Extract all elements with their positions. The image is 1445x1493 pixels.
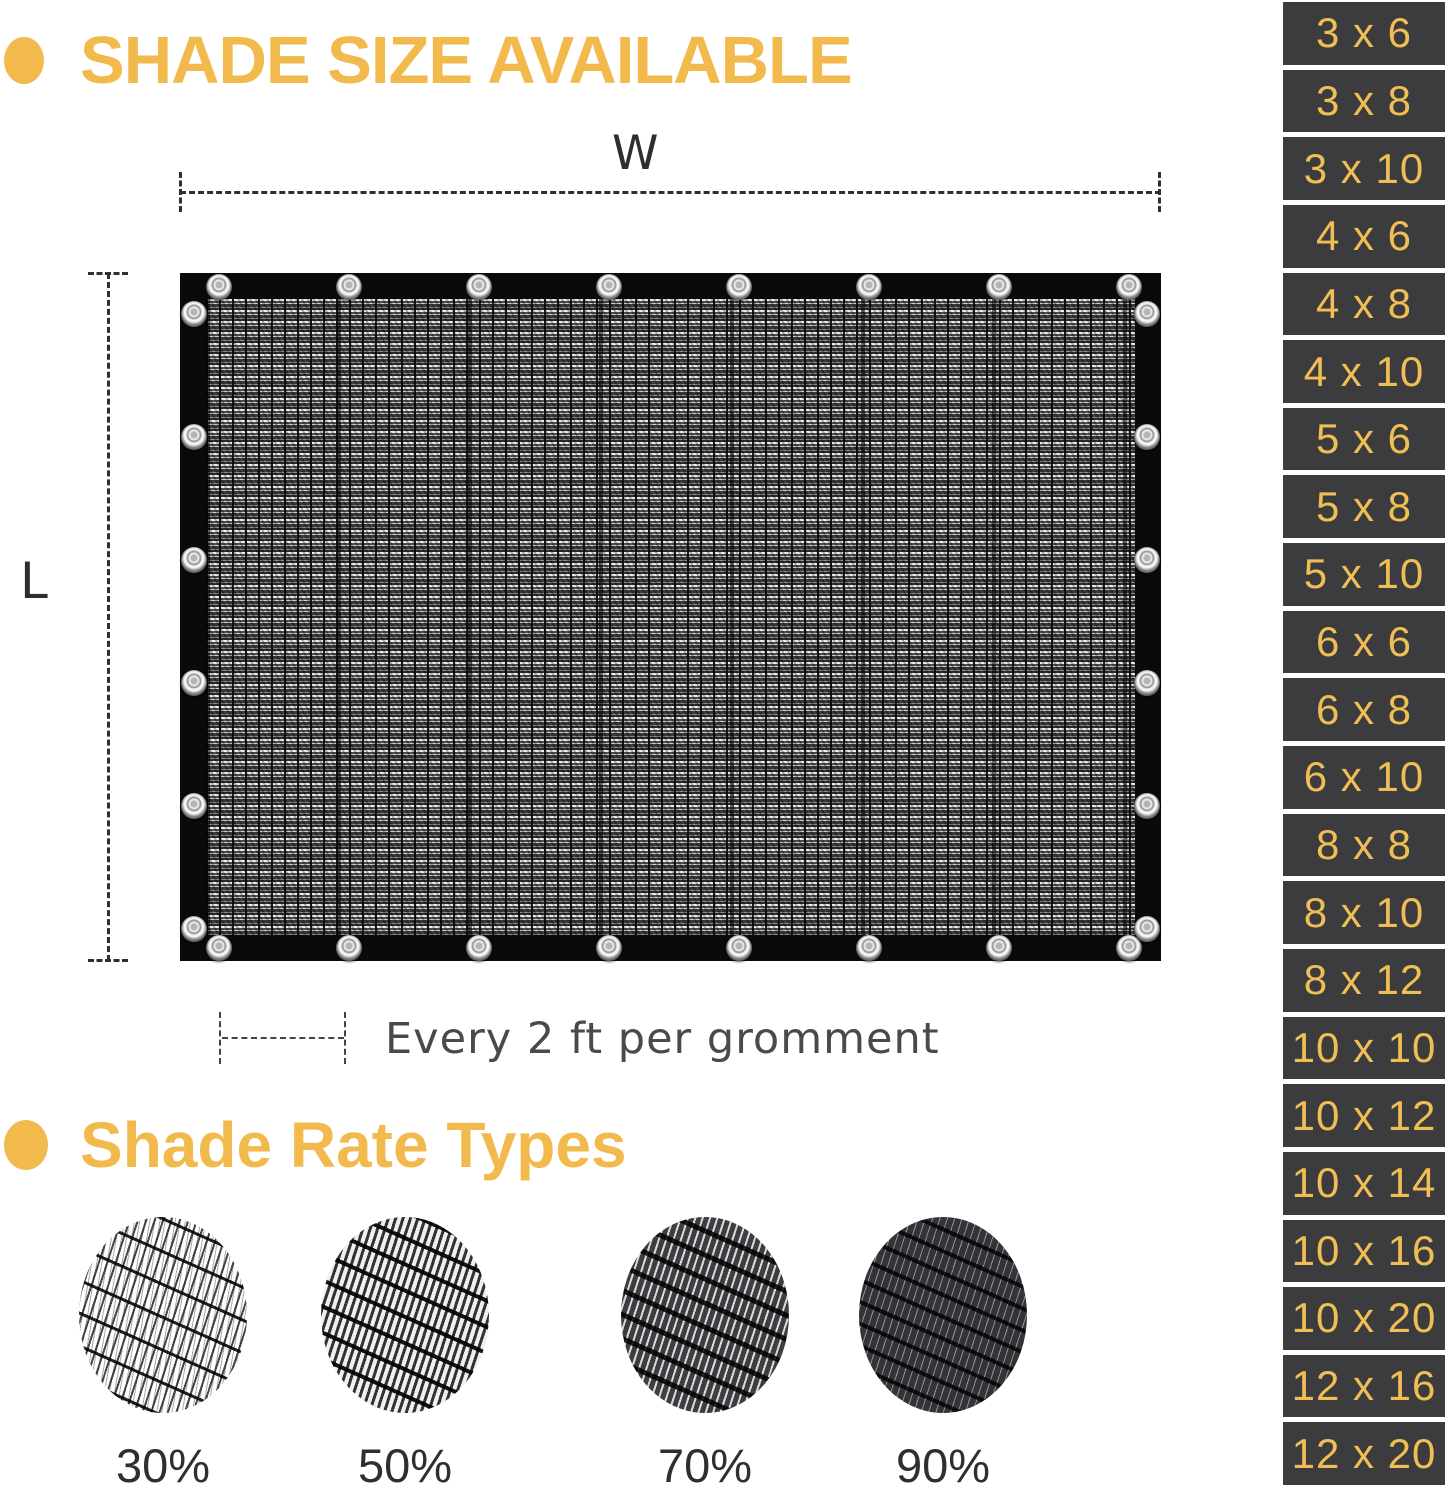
bullet-icon	[4, 37, 44, 84]
size-section-heading	[4, 22, 852, 99]
size-option: 10 x 16	[1283, 1220, 1445, 1283]
shade-rate-label: 30%	[115, 1439, 211, 1492]
width-line-right-tick	[1158, 172, 1161, 212]
size-option: 3 x 8	[1283, 70, 1445, 133]
size-section-title: SHADE SIZE AVAILABLE	[80, 23, 852, 98]
size-option-list	[1283, 0, 1445, 1485]
length-dimension-label: L	[20, 552, 48, 610]
size-option: 6 x 6	[1283, 611, 1445, 674]
grommet-icon	[181, 916, 207, 942]
grommet-icon	[1134, 670, 1160, 696]
grommet-icon	[856, 274, 882, 300]
size-option: 10 x 10	[1283, 1017, 1445, 1080]
size-option: 10 x 20	[1283, 1287, 1445, 1350]
size-option: 12 x 20	[1283, 1422, 1445, 1485]
length-line-bottom-tick	[88, 959, 128, 962]
size-option: 8 x 12	[1283, 949, 1445, 1012]
shade-rate-circle-30	[79, 1217, 247, 1413]
grommet-icon	[466, 935, 492, 961]
grommet-icon	[181, 424, 207, 450]
size-option: 4 x 6	[1283, 205, 1445, 268]
size-option: 3 x 10	[1283, 137, 1445, 200]
grommet-icon	[596, 935, 622, 961]
grommet-icon	[336, 274, 362, 300]
grommet-icon	[986, 274, 1012, 300]
grommet-icon	[181, 793, 207, 819]
width-line-left-tick	[179, 172, 182, 212]
shade-net-mesh	[206, 299, 1135, 935]
size-option: 10 x 14	[1283, 1152, 1445, 1215]
width-dimension-label: W	[612, 126, 659, 181]
bullet-icon	[4, 1120, 48, 1170]
grommet-spacing-note: Every 2 ft per gromment	[385, 1014, 940, 1064]
size-option: 8 x 8	[1283, 814, 1445, 877]
size-option: 6 x 8	[1283, 678, 1445, 741]
grommet-icon	[596, 274, 622, 300]
size-option: 10 x 12	[1283, 1084, 1445, 1147]
grommet-icon	[1134, 547, 1160, 573]
grommet-icon	[181, 547, 207, 573]
size-option: 12 x 16	[1283, 1355, 1445, 1418]
rate-section-heading	[4, 1108, 627, 1182]
grommet-icon	[1116, 274, 1142, 300]
grommet-icon	[1134, 424, 1160, 450]
shade-rate-label: 90%	[895, 1439, 991, 1492]
size-option: 5 x 6	[1283, 408, 1445, 471]
grommet-icon	[726, 935, 752, 961]
width-dimension-line	[180, 191, 1161, 194]
grommet-icon	[726, 274, 752, 300]
grommet-spacing-line	[222, 1037, 344, 1039]
size-option: 4 x 10	[1283, 340, 1445, 403]
grommet-icon	[986, 935, 1012, 961]
grommet-icon	[206, 935, 232, 961]
shade-rate-circle-90	[859, 1217, 1027, 1413]
size-option: 3 x 6	[1283, 2, 1445, 65]
grommet-icon	[181, 301, 207, 327]
grommet-spacing-left-tick	[219, 1012, 221, 1064]
grommet-icon	[466, 274, 492, 300]
shade-net	[180, 273, 1161, 961]
grommet-icon	[1134, 793, 1160, 819]
size-option: 8 x 10	[1283, 881, 1445, 944]
shade-rate-circle-70	[621, 1217, 789, 1413]
shade-rate-label: 70%	[657, 1439, 753, 1492]
rate-section-title: Shade Rate Types	[80, 1109, 627, 1181]
grommet-icon	[181, 670, 207, 696]
size-option: 6 x 10	[1283, 746, 1445, 809]
size-option: 4 x 8	[1283, 273, 1445, 336]
size-option: 5 x 10	[1283, 543, 1445, 606]
length-dimension-line	[107, 273, 110, 961]
grommet-spacing-right-tick	[344, 1012, 346, 1064]
size-option: 5 x 8	[1283, 475, 1445, 538]
grommet-icon	[336, 935, 362, 961]
length-line-top-tick	[88, 272, 128, 275]
grommet-icon	[1134, 916, 1160, 942]
grommet-icon	[856, 935, 882, 961]
shade-rate-circle-50	[321, 1217, 489, 1413]
grommet-icon	[1134, 301, 1160, 327]
grommet-icon	[206, 274, 232, 300]
shade-rate-label: 50%	[357, 1439, 453, 1492]
